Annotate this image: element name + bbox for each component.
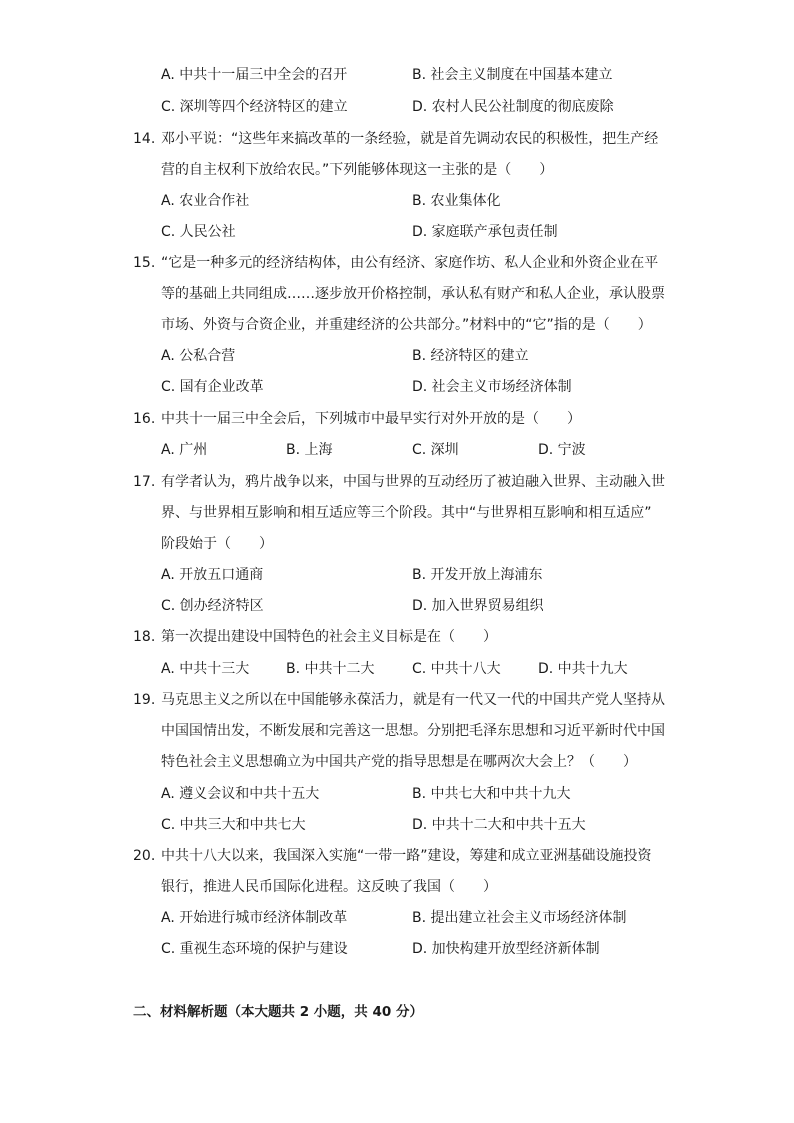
option-d: D. 社会主义市场经济体制 bbox=[412, 379, 572, 395]
option-d: D. 加快构建开放型经济新体制 bbox=[412, 941, 600, 957]
option-a: A. 开始进行城市经济体制改革 bbox=[161, 910, 348, 926]
option-c: C. 重视生态环境的保护与建设 bbox=[161, 941, 348, 957]
option-b: B. 中共七大和中共十九大 bbox=[412, 786, 571, 802]
option-d: D. 农村人民公社制度的彻底废除 bbox=[412, 99, 614, 115]
option-a: A. 公私合营 bbox=[161, 348, 236, 364]
option-a: A. 中共十三大 bbox=[161, 661, 250, 677]
option-d: D. 家庭联产承包责任制 bbox=[412, 224, 558, 240]
question-number: 15. bbox=[133, 255, 156, 271]
question-stem-line: 市场、外资与合资企业，并重建经济的公共部分。”材料中的“它”指的是（ ） bbox=[161, 317, 652, 333]
option-b: B. 中共十二大 bbox=[286, 661, 375, 677]
question-stem-line: 第一次提出建设中国特色的社会主义目标是在（ ） bbox=[161, 629, 497, 645]
question-number: 17. bbox=[133, 474, 156, 490]
question-number: 19. bbox=[133, 692, 156, 708]
option-c: C. 人民公社 bbox=[161, 224, 236, 240]
option-a: A. 开放五口通商 bbox=[161, 567, 264, 583]
question-number: 16. bbox=[133, 411, 156, 427]
question-number: 18. bbox=[133, 629, 156, 645]
question-number: 20. bbox=[133, 848, 156, 864]
option-b: B. 提出建立社会主义市场经济体制 bbox=[412, 910, 627, 926]
question-stem-line: “它是一种多元的经济结构体，由公有经济、家庭作坊、私人企业和外资企业在平 bbox=[161, 255, 659, 271]
question-stem-line: 等的基础上共同组成……逐步放开价格控制，承认私有财产和私人企业，承认股票 bbox=[161, 286, 665, 302]
option-b: B. 社会主义制度在中国基本建立 bbox=[412, 67, 613, 83]
question-number: 14. bbox=[133, 131, 156, 147]
question-stem-line: 特色社会主义思想确立为中国共产党的指导思想是在哪两次大会上？（ ） bbox=[161, 754, 637, 770]
question-stem-line: 阶段始于（ ） bbox=[161, 536, 273, 552]
question-stem-line: 中共十一届三中全会后，下列城市中最早实行对外开放的是（ ） bbox=[161, 411, 581, 427]
option-b: B. 农业集体化 bbox=[412, 193, 501, 209]
option-a: A. 中共十一届三中全会的召开 bbox=[161, 67, 348, 83]
option-c: C. 创办经济特区 bbox=[161, 598, 264, 614]
question-stem-line: 中国国情出发，不断发展和完善这一思想。分别把毛泽东思想和习近平新时代中国 bbox=[161, 723, 665, 739]
option-a: A. 广州 bbox=[161, 442, 208, 458]
question-stem-line: 邓小平说：“这些年来搞改革的一条经验，就是首先调动农民的积极性，把生产经 bbox=[161, 131, 659, 147]
option-c: C. 深圳等四个经济特区的建立 bbox=[161, 99, 348, 115]
option-d: D. 加入世界贸易组织 bbox=[412, 598, 544, 614]
option-b: B. 上海 bbox=[286, 442, 333, 458]
option-c: C. 中共十八大 bbox=[412, 661, 501, 677]
section-heading: 二、材料解析题（本大题共 2 小题，共 40 分） bbox=[133, 1004, 423, 1020]
question-stem-line: 中共十八大以来，我国深入实施“一带一路”建设，筹建和成立亚洲基础设施投资 bbox=[161, 848, 652, 864]
option-c: C. 深圳 bbox=[412, 442, 459, 458]
option-d: D. 中共十九大 bbox=[538, 661, 628, 677]
question-stem-line: 有学者认为，鸦片战争以来，中国与世界的互动经历了被迫融入世界、主动融入世 bbox=[161, 474, 665, 490]
option-b: B. 经济特区的建立 bbox=[412, 348, 529, 364]
option-b: B. 开发开放上海浦东 bbox=[412, 567, 543, 583]
question-stem-line: 界、与世界相互影响和相互适应等三个阶段。其中“与世界相互影响和相互适应” bbox=[161, 505, 652, 521]
option-c: C. 中共三大和中共七大 bbox=[161, 817, 306, 833]
question-stem-line: 银行，推进人民币国际化进程。这反映了我国（ ） bbox=[161, 879, 497, 895]
option-a: A. 农业合作社 bbox=[161, 193, 250, 209]
question-stem-line: 营的自主权利下放给农民。”下列能够体现这一主张的是（ ） bbox=[161, 162, 554, 178]
option-c: C. 国有企业改革 bbox=[161, 379, 264, 395]
option-d: D. 中共十二大和中共十五大 bbox=[412, 817, 586, 833]
option-d: D. 宁波 bbox=[538, 442, 586, 458]
question-stem-line: 马克思主义之所以在中国能够永葆活力，就是有一代又一代的中国共产党人坚持从 bbox=[161, 692, 665, 708]
option-a: A. 遵义会议和中共十五大 bbox=[161, 786, 320, 802]
